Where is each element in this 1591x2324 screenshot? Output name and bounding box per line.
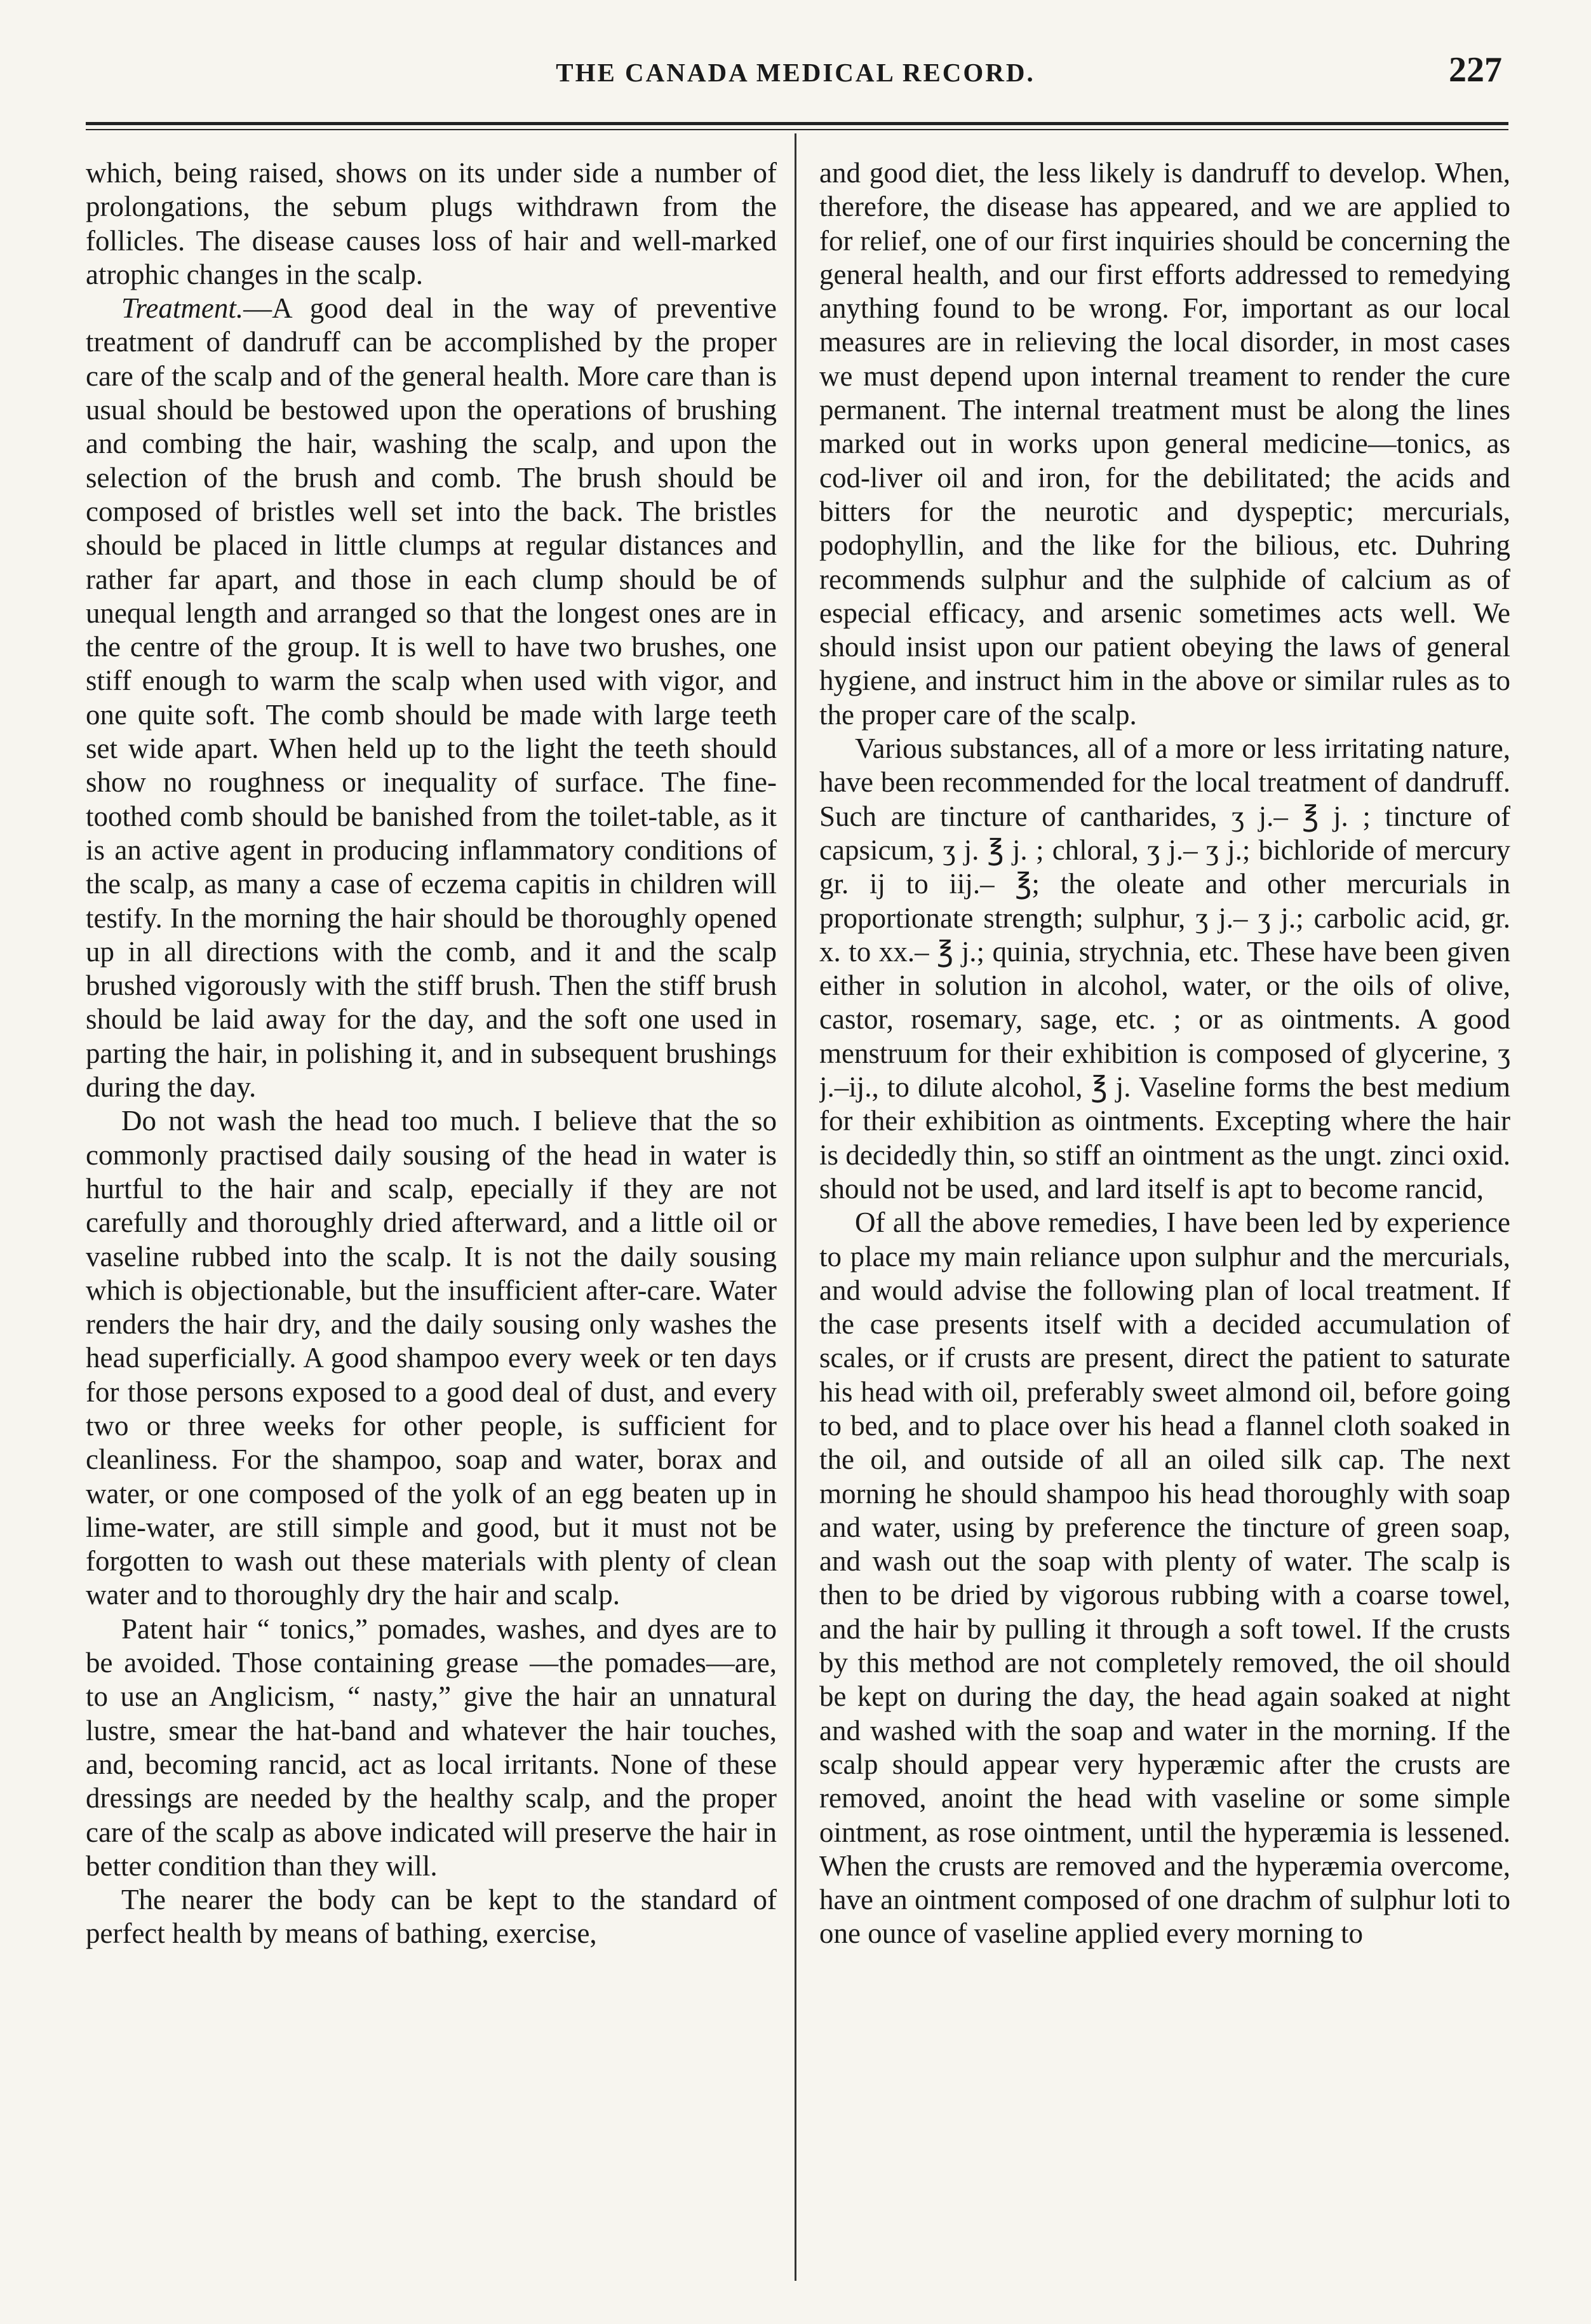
page-header [83, 50, 1508, 100]
left-paragraph-3: Do not wash the head too much. I believe that the so commonly practised daily sousing of the head in water is hurtful to the hair and scalp, epecially if they are not carefully and thoroughly dried afterward, and a little oil or vaseline rubbed into the scalp. It is not the daily sousing which is objectionable, but the insufficient after-care. Water renders the hair dry, and the daily sousing only washes the head superficially. A good shampoo every week or ten days for those persons exposed to a good deal of dust, and every two or three weeks for other people, is sufficient for cleanliness. For the shampoo, soap and water, borax and water, or one composed of the yolk of an egg beaten up in lime-water, are still simple and good, but it must not be forgotten to wash out these materials with plenty of clean water and to thoroughly dry the hair and scalp. [86, 1105, 777, 1611]
column-divider [795, 133, 796, 2281]
treatment-heading: Treatment. [121, 292, 244, 325]
right-paragraph-3: Of all the above remedies, I have been led by experience to place my main reliance upon sulphur and the mercurials, and would advise the following plan of local treatment. If the case presents itself with a decided accumulation of scales, or if crusts are present, direct the patient to saturate his head with oil, preferably sweet almond oil, before going to bed, and to place over his head a flannel cloth soaked in the oil, and outside of all an oiled silk cap. The next morning he should shampoo his head thoroughly with soap and water, using by preference the tincture of green soap, and wash out the soap with plenty of water. The scalp is then to be dried by vigorous rubbing with a coarse towel, and the hair by pulling it through a soft towel. If the crusts by this method are not completely removed, the oil should be kept on during the day, the head again soaked at night and washed with the soap and water in the morning. If the scalp should appear very hyperæmic after the crusts are removed, anoint the head with vaseline or some simple ointment, as rose ointment, until the hyperæmia is lessened. When the crusts are removed and the hyperæmia overcome, have an ointment composed of one drachm of sulphur loti to one ounce of vaseline applied every morning to [819, 1206, 1510, 1950]
page-number: 227 [1449, 50, 1502, 90]
right-paragraph-1: and good diet, the less likely is dandruff to develop. When, therefore, the disease has appeared, and we are applied to for relief, one of our first inquiries should be concerning the general health, and our first efforts addressed to remedying anything found to be wrong. For, important as our local measures are in relieving the local disorder, in most cases we must depend upon internal treament to render the cure permanent. The internal treatment must be along the lines marked out in works upon general medicine—tonics, as cod-liver oil and iron, for the debilitated; the acids and bitters for the neurotic and dyspeptic; mercurials, podophyllin, and the like for the bilious, etc. Duhring recommends sulphur and the sulphide of calcium as of especial efficacy, and arsenic sometimes acts well. We should insist upon our patient obeying the laws of general hygiene, and instruct him in the above or similar rules as to the proper care of the scalp. [819, 157, 1510, 731]
left-paragraph-5: The nearer the body can be kept to the standard of perfect health by means of bathing, exercise, [86, 1884, 777, 1950]
right-column [819, 156, 1510, 2291]
left-paragraph-4: Patent hair “ tonics,” pomades, washes, and dyes are to be avoided. Those containing grease —the pomades—are, to use an Anglicism, “ nasty,” give the hair an unnatural lustre, smear the hat-band and whatever the hair touches, and, becoming rancid, act as local irritants. None of these dressings are needed by the healthy scalp, and the proper care of the scalp as above indicated will preserve the hair in better condition than they will. [86, 1612, 777, 1882]
header-rule-thin [86, 129, 1508, 130]
header-rule-thick [86, 122, 1508, 125]
left-column [86, 156, 777, 2291]
journal-title: THE CANADA MEDICAL RECORD. [556, 58, 1035, 87]
treatment-body: —A good deal in the way of preventive treatment of dandruff can be accomplished by the proper care of the scalp and of the general health. More care than is usual should be bestowed upon the operations of brushing and combing the hair, washing the scalp, and upon the selection of the brush and comb. The brush should be composed of bristles well set into the back. The bristles should be placed in little clumps at regular distances and rather far apart, and those in each clump should be of unequal length and arranged so that the longest ones are in the centre of the group. It is well to have two brushes, one stiff enough to warm the scalp when used with vigor, and one quite soft. The comb should be made with large teeth set wide apart. When held up to the light the teeth should show no roughness or inequality of surface. The fine-toothed comb should be banished from the toilet-table, as it is an active agent in producing inflammatory conditions of the scalp, as many a case of eczema capitis in children will testify. In the morning the hair should be thoroughly opened up in all directions with the comb, and it and the scalp brushed vigorously with the stiff brush. Then the stiff brush should be laid away for the day, and the soft one used in parting the hair, in polishing it, and in subsequent brushings during the day. [86, 292, 777, 1104]
left-paragraph-1: which, being raised, shows on its under side a number of prolongations, the sebum plugs withdrawn from the follicles. The disease causes loss of hair and well-marked atrophic changes in the scalp. [86, 157, 777, 290]
left-paragraph-treatment [86, 292, 777, 1104]
right-paragraph-2: Various substances, all of a more or less irritating nature, have been recommended for the local treatment of dandruff. Such are tincture of cantharides, ʒ j.– ℥ j. ; tincture of capsicum, ʒ j. ℥ j. ; chloral, ʒ j.– ʒ j.; bichloride of mercury gr. ij to iij.– ℥; the oleate and other mercurials in proportionate strength; sulphur, ʒ j.– ʒ j.; carbolic acid, gr. x. to xx.– ℥ j.; quinia, strychnia, etc. These have been given either in solution in alcohol, water, or the oils of olive, castor, rosemary, sage, etc. ; or as ointments. A good menstruum for their exhibition is composed of glycerine, ʒ j.–ij., to dilute alcohol, ℥ j. Vaseline forms the best medium for their exhibition as ointments. Excepting where the hair is decidedly thin, so stiff an ointment as the ungt. zinci oxid. should not be used, and lard itself is apt to become rancid, [819, 733, 1510, 1205]
